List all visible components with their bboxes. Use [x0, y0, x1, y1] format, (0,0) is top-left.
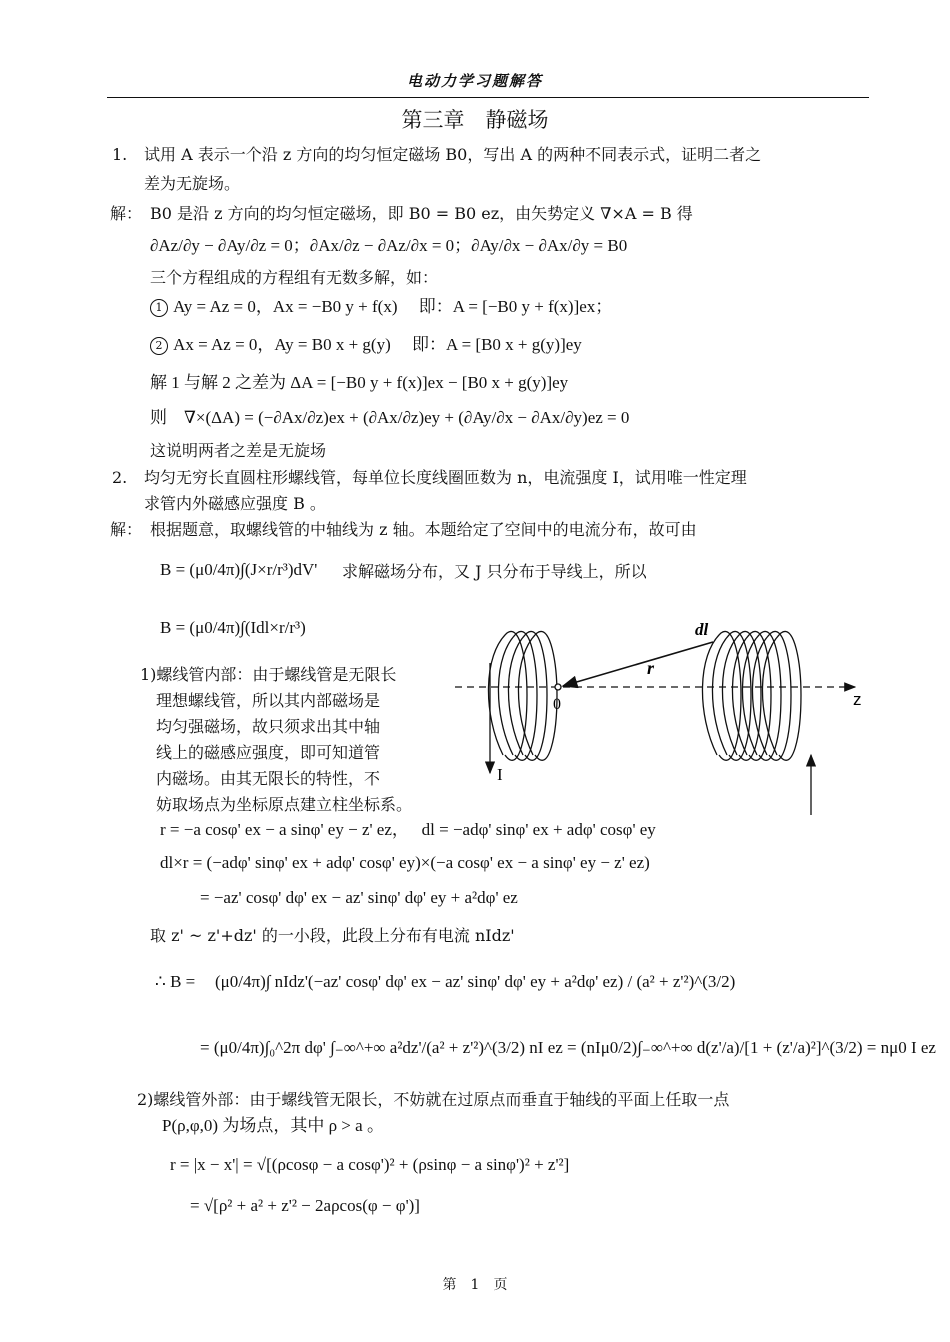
problem-1-sol-line3: 三个方程组成的方程组有无数多解，如： [150, 268, 439, 287]
inside-para-line1: 1)螺线管内部：由于螺线管是无限长 [140, 665, 397, 684]
equation-2: B = (μ0/4π)∫(Idl×r/r³) [160, 618, 306, 637]
solenoid-figure [455, 615, 870, 820]
problem-2-number: 2. [112, 468, 128, 487]
right-coil-group [702, 631, 801, 760]
equation-5: = −az' cosφ' dφ' ex − az' sinφ' dφ' ey + a²dφ' ez [200, 888, 518, 907]
problem-1-sol-line1: B0 是沿 z 方向的均匀恒定磁场，即 B0 = B0 ez，由矢势定义 ∇×A = B 得 [150, 204, 693, 223]
problem-1-sol-line4-text: Ay = Az = 0，Ax = −B0 y + f(x) 即：A = [−B0 y + f(x)]ex； [173, 297, 613, 316]
r-vector [563, 642, 713, 686]
label-z-axis: z [853, 690, 862, 709]
problem-1-sol-line5 [150, 335, 582, 355]
page-footer: 第 1 页 [442, 1277, 508, 1293]
equation-4: dl×r = (−adφ' sinφ' ex + adφ' cosφ' ey)×(−a cosφ' ex − a sinφ' ey − z' ez) [160, 853, 650, 872]
problem-1-sol-line2: ∂Az/∂y − ∂Ay/∂z = 0；∂Ax/∂z − ∂Az/∂x = 0；∂Ay/∂x − ∂Ax/∂y = B0 [150, 236, 628, 255]
inside-para-line4: 线上的磁感应强度，即可知道管 [156, 743, 381, 762]
coil-loop [742, 631, 781, 760]
equation-9: r = |x − x'| = √[(ρcosφ − a cosφ')² + (ρsinφ − a sinφ')² + z'²] [170, 1155, 570, 1174]
problem-1-sol-line5-text: Ax = Az = 0，Ay = B0 x + g(y) 即：A = [B0 x + g(y)]ey [173, 335, 582, 354]
problem-1-sol-line4 [150, 297, 612, 317]
problem-1-sol-line6: 解 1 与解 2 之差为 ΔA = [−B0 y + f(x)]ex − [B0 x + g(y)]ey [150, 373, 569, 392]
equation-6: 取 z' ~ z'+dz' 的一小段，此段上分布有电流 nIdz' [150, 926, 515, 945]
chapter-title: 第三章 静磁场 [401, 108, 549, 132]
problem-2-sol-line1: 根据题意，取螺线管的中轴线为 z 轴。本题给定了空间中的电流分布，故可由 [150, 520, 697, 539]
problem-1-sol-line7: 则 ∇×(ΔA) = (−∂Ax/∂z)ex + (∂Ax/∂z)ey + (∂Ay/∂x − ∂Ax/∂y)ez = 0 [150, 408, 630, 427]
coil-loop [498, 631, 537, 760]
inside-para-line2: 理想螺线管，所以其内部磁场是 [156, 691, 381, 710]
inside-para-line3: 均匀强磁场，故只须求出其中轴 [156, 717, 381, 736]
equation-1: B = (μ0/4π)∫(J×r/r³)dV' [160, 560, 318, 579]
problem-1-statement-line1: 试用 A 表示一个沿 z 方向的均匀恒定磁场 B0，写出 A 的两种不同表示式，证明二者之 [144, 145, 762, 164]
equation-8: = (μ0/4π)∫₀^2π dφ' ∫₋∞^+∞ a²dz'/(a² + z'²)^(3/2) nI ez = (nIμ0/2)∫₋∞^+∞ d(z'/a)/[1 + (z'/a)²]^(3/2) = nμ0 I ez [200, 1038, 936, 1057]
problem-1-statement-line2: 差为无旋场。 [144, 174, 241, 193]
coil-loop [722, 631, 761, 760]
outside-line1: 2)螺线管外部：由于螺线管无限长，不妨就在过原点而垂直于轴线的平面上任取一点 [137, 1090, 730, 1109]
equation-3: r = −a cosφ' ex − a sinφ' ey − z' ez， dl = −adφ' sinφ' ex + adφ' cosφ' ey [160, 820, 656, 839]
equation-10: = √[ρ² + a² + z'² − 2aρcos(φ − φ')] [190, 1196, 420, 1215]
problem-1-solution-label: 解： [110, 204, 143, 223]
problem-2-statement-line1: 均匀无穷长直圆柱形螺线管，每单位长度线圈匝数为 n，电流强度 I，试用唯一性定理 [144, 468, 747, 487]
problem-1-number: 1. [112, 145, 128, 164]
equation-7-lhs: ∴ B = [155, 972, 196, 991]
inside-para-line6: 妨取场点为坐标原点建立柱坐标系。 [156, 795, 413, 814]
solution-number-circle: 1 [150, 299, 168, 317]
problem-2-statement-line2: 求管内外磁感应强度 B 。 [144, 494, 326, 513]
equation-7: (μ0/4π)∫ nIdz'(−az' cosφ' dφ' ex − az' sinφ' dφ' ey + a²dφ' ez) / (a² + z'²)^(3/2) [215, 972, 736, 991]
coil-loop [488, 631, 527, 760]
label-r: r [647, 658, 655, 678]
coil-loop [518, 631, 557, 760]
left-coil-group [488, 631, 557, 760]
inside-para-line5: 内磁场。由其无限长的特性，不 [156, 769, 381, 788]
header-rule [107, 97, 869, 98]
coil-loop [712, 631, 751, 760]
coil-loop [508, 631, 547, 760]
coil-loop [702, 631, 741, 760]
solution-number-circle: 2 [150, 337, 168, 355]
running-header: 电动力学习题解答 [406, 72, 543, 90]
label-dl: dl [695, 620, 709, 639]
label-origin: 0 [553, 696, 561, 713]
coil-loop [752, 631, 791, 760]
problem-2-solution-label: 解： [110, 520, 143, 539]
equation-1-tail: 求解磁场分布，又 J 只分布于导线上，所以 [342, 562, 647, 581]
outside-line2: P(ρ,φ,0) 为场点，其中 ρ > a 。 [162, 1116, 384, 1135]
label-current-I: I [497, 765, 503, 784]
coil-loop [762, 631, 801, 760]
problem-1-sol-line8: 这说明两者之差是无旋场 [150, 441, 327, 460]
coil-loop [732, 631, 771, 760]
origin-point [555, 684, 561, 690]
